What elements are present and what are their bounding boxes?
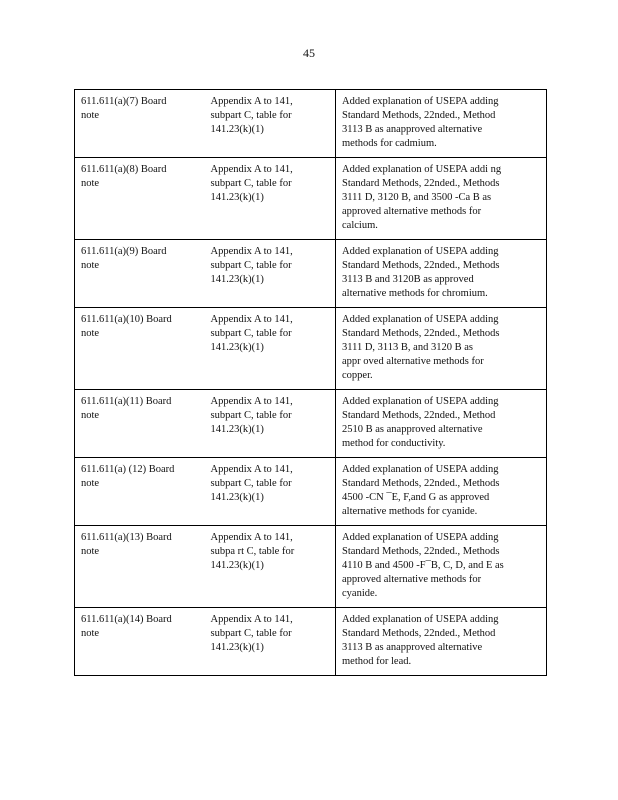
description-cell-line: method for conductivity. [342, 438, 446, 449]
description-cell-line: approved alternative methods for [342, 574, 482, 585]
description-cell-line: Standard Methods, 22nded., Method [342, 628, 496, 639]
description-cell [336, 390, 547, 458]
source-cell-line: subpart C, table for [210, 178, 292, 189]
description-cell-line: approved alternative methods for [342, 206, 482, 217]
section-cell-line: 611.611(a) (12) Board [81, 464, 175, 475]
table-row [75, 90, 547, 158]
source-cell [205, 390, 336, 458]
description-cell-line: Added explanation of USEPA adding [342, 464, 499, 475]
source-cell-line: 141.23(k)(1) [210, 642, 264, 653]
table-row [75, 390, 547, 458]
source-cell-line: subpart C, table for [210, 110, 292, 121]
section-cell-line: note [81, 328, 100, 339]
section-cell-line: 611.611(a)(11) Board [81, 396, 172, 407]
source-cell [205, 90, 336, 158]
table-row [75, 458, 547, 526]
section-cell [75, 308, 205, 390]
description-cell-line: copper. [342, 370, 373, 381]
section-cell-line: note [81, 178, 100, 189]
section-cell-line: note [81, 628, 100, 639]
source-cell-line: subpart C, table for [210, 410, 292, 421]
description-cell-line: alternative methods for cyanide. [342, 506, 478, 517]
description-cell-line: 3111 D, 3113 B, and 3120 B as [342, 342, 473, 353]
description-cell-line: Added explanation of USEPA addi ng [342, 164, 502, 175]
description-cell [336, 458, 547, 526]
section-cell-line: note [81, 260, 100, 271]
source-cell-line: subpart C, table for [210, 260, 292, 271]
description-cell-line: Standard Methods, 22nded., Methods [342, 478, 500, 489]
table-body [75, 90, 547, 676]
description-cell-line: 2510 B as anapproved alternative [342, 424, 483, 435]
description-cell [336, 526, 547, 608]
source-cell [205, 526, 336, 608]
source-cell-line: 141.23(k)(1) [210, 192, 264, 203]
source-cell [205, 308, 336, 390]
section-cell-line: note [81, 478, 100, 489]
section-cell [75, 390, 205, 458]
description-cell-line: Standard Methods, 22nded., Methods [342, 328, 500, 339]
description-cell-line: Standard Methods, 22nded., Method [342, 410, 496, 421]
source-cell-line: 141.23(k)(1) [210, 424, 264, 435]
description-cell-line: appr oved alternative methods for [342, 356, 484, 367]
section-cell-line: 611.611(a)(14) Board [81, 614, 172, 625]
section-cell-line: note [81, 410, 100, 421]
description-cell [336, 158, 547, 240]
source-cell-line: 141.23(k)(1) [210, 492, 264, 503]
description-cell-line: Standard Methods, 22nded., Methods [342, 178, 500, 189]
source-cell-line: 141.23(k)(1) [210, 560, 264, 571]
description-cell-line: Standard Methods, 22nded., Method [342, 110, 496, 121]
table-row [75, 308, 547, 390]
source-cell-line: Appendix A to 141, [210, 532, 293, 543]
table-row [75, 158, 547, 240]
description-cell [336, 608, 547, 676]
section-cell-line: note [81, 110, 100, 121]
source-cell-line: subpart C, table for [210, 628, 292, 639]
source-cell [205, 158, 336, 240]
section-cell [75, 90, 205, 158]
source-cell-line: subpart C, table for [210, 478, 292, 489]
description-cell-line: Standard Methods, 22nded., Methods [342, 260, 500, 271]
source-cell-line: 141.23(k)(1) [210, 274, 264, 285]
section-cell [75, 608, 205, 676]
section-cell [75, 458, 205, 526]
section-cell-line: 611.611(a)(7) Board [81, 96, 167, 107]
page-number: 45 [303, 46, 315, 60]
description-cell-line: 4500 -CN ¯E, F,and G as approved [342, 492, 490, 503]
description-cell-line: alternative methods for chromium. [342, 288, 488, 299]
section-cell-line: note [81, 546, 100, 557]
description-cell-line: method for lead. [342, 656, 412, 667]
table-row [75, 526, 547, 608]
section-cell [75, 526, 205, 608]
section-cell-line: 611.611(a)(8) Board [81, 164, 167, 175]
description-cell-line: 4110 B and 4500 -F¯B, C, D, and E as [342, 560, 504, 571]
description-cell-line: Standard Methods, 22nded., Methods [342, 546, 500, 557]
section-cell-line: 611.611(a)(10) Board [81, 314, 172, 325]
source-cell-line: subpart C, table for [210, 328, 292, 339]
section-cell [75, 158, 205, 240]
section-cell [75, 240, 205, 308]
source-cell-line: Appendix A to 141, [210, 164, 293, 175]
source-cell-line: Appendix A to 141, [210, 614, 293, 625]
description-cell-line: Added explanation of USEPA adding [342, 96, 499, 107]
table-row [75, 240, 547, 308]
source-cell [205, 458, 336, 526]
description-cell-line: Added explanation of USEPA adding [342, 532, 499, 543]
description-cell-line: methods for cadmium. [342, 138, 437, 149]
source-cell-line: Appendix A to 141, [210, 314, 293, 325]
source-cell-line: Appendix A to 141, [210, 396, 293, 407]
description-cell-line: Added explanation of USEPA adding [342, 614, 499, 625]
amendments-table [74, 89, 547, 676]
description-cell-line: 3113 B and 3120B as approved [342, 274, 474, 285]
table-row [75, 608, 547, 676]
source-cell-line: 141.23(k)(1) [210, 342, 264, 353]
description-cell-line: Added explanation of USEPA adding [342, 246, 499, 257]
source-cell-line: 141.23(k)(1) [210, 124, 264, 135]
description-cell [336, 90, 547, 158]
source-cell-line: Appendix A to 141, [210, 246, 293, 257]
source-cell [205, 240, 336, 308]
source-cell-line: Appendix A to 141, [210, 464, 293, 475]
description-cell-line: cyanide. [342, 588, 378, 599]
description-cell-line: calcium. [342, 220, 378, 231]
description-cell-line: 3113 B as anapproved alternative [342, 642, 483, 653]
description-cell [336, 240, 547, 308]
description-cell-line: Added explanation of USEPA adding [342, 314, 499, 325]
source-cell [205, 608, 336, 676]
description-cell-line: 3113 B as anapproved alternative [342, 124, 483, 135]
description-cell [336, 308, 547, 390]
section-cell-line: 611.611(a)(9) Board [81, 246, 167, 257]
source-cell-line: Appendix A to 141, [210, 96, 293, 107]
description-cell-line: 3111 D, 3120 B, and 3500 -Ca B as [342, 192, 492, 203]
description-cell-line: Added explanation of USEPA adding [342, 396, 499, 407]
source-cell-line: subpa rt C, table for [210, 546, 295, 557]
section-cell-line: 611.611(a)(13) Board [81, 532, 172, 543]
